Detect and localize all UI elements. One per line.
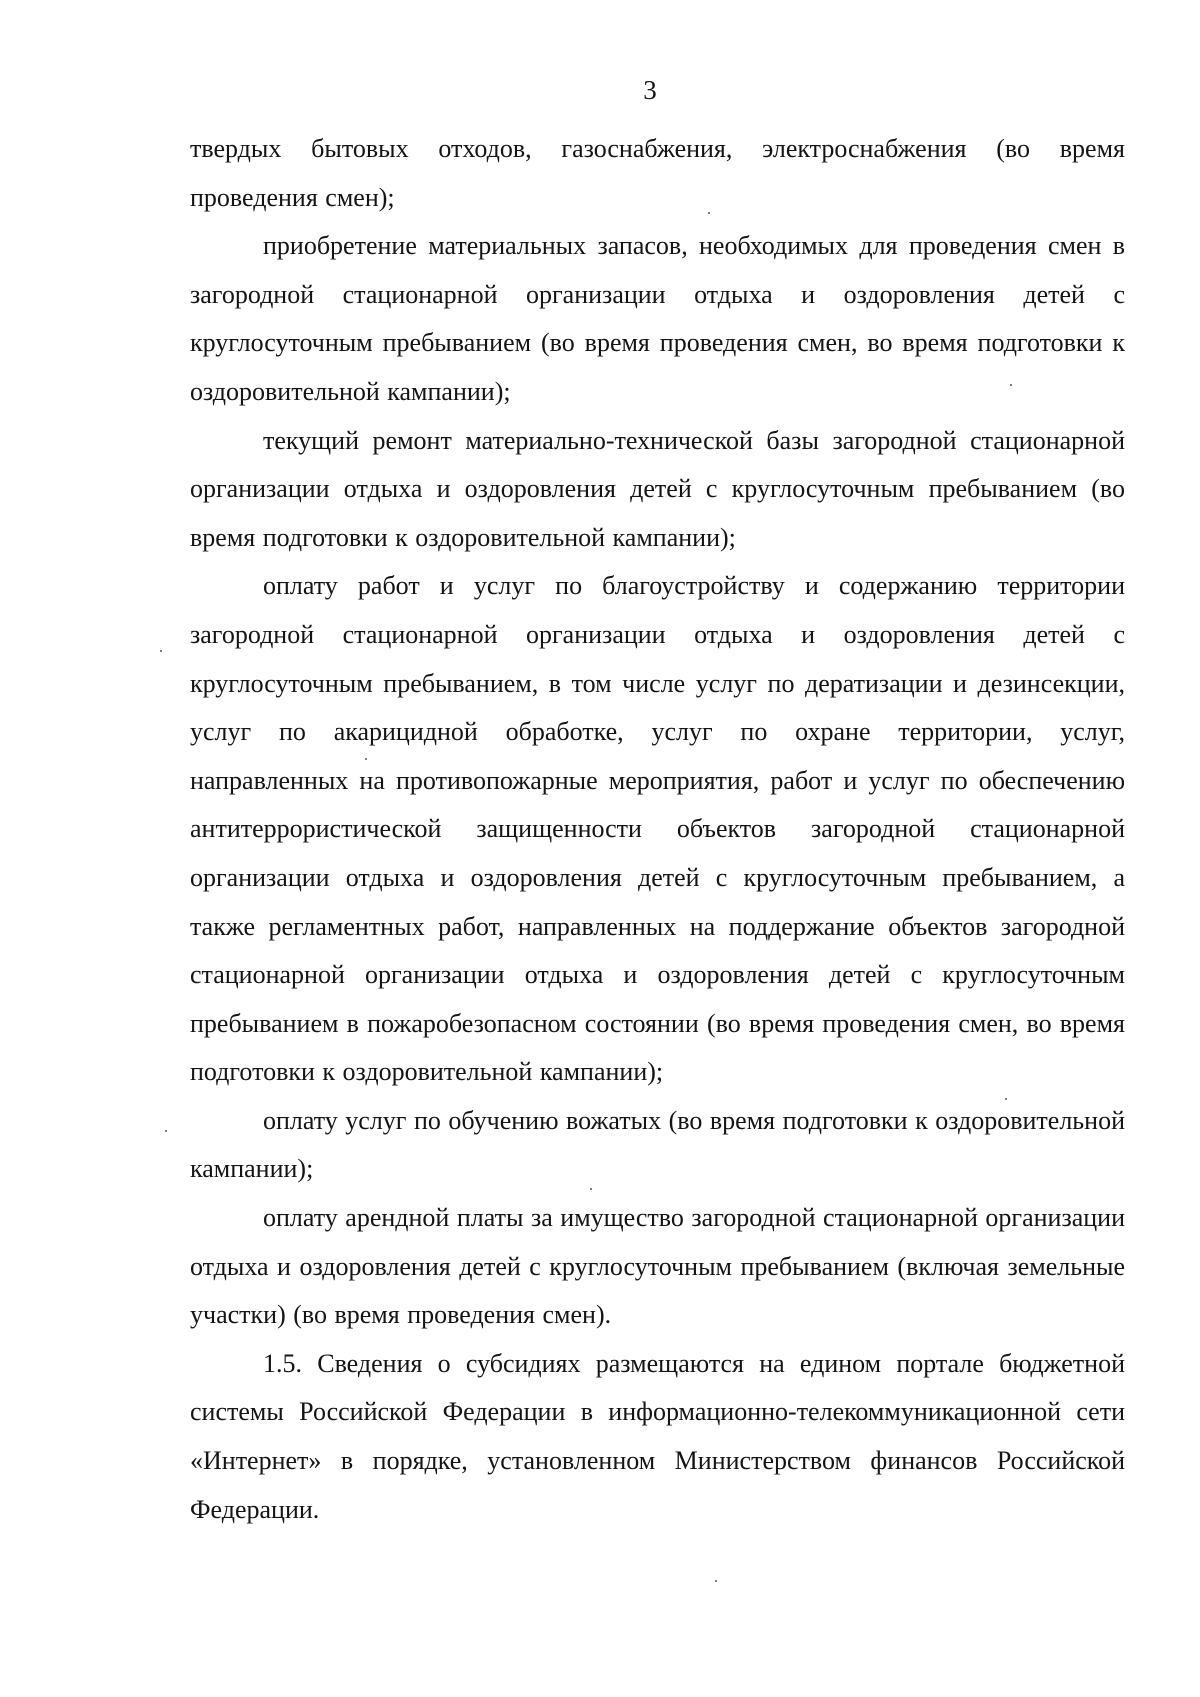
scan-speck (1005, 1098, 1007, 1100)
scan-speck (590, 1188, 592, 1190)
scan-speck (715, 1580, 717, 1582)
paragraph-section-1-5: 1.5. Сведения о субсидиях размещаются на едином портале бюджетной системы Российской Федерации в информационно-телекоммуникационной сети «Интернет» в порядке, установленном Министерством финансов Российской Федерации. (190, 1348, 1125, 1524)
paragraph-rent-payment: оплату арендной платы за имущество загородной стационарной организации отдыха и оздоровления детей с круглосуточным пребыванием (включая земельные участки) (во время проведения смен). (190, 1203, 1125, 1330)
page-number: 3 (643, 75, 657, 105)
paragraph-counselor-training: оплату услуг по обучению вожатых (во время подготовки к оздоровительной кампании); (190, 1105, 1125, 1184)
scan-speck (165, 1130, 167, 1132)
scan-speck (365, 758, 367, 760)
scan-speck (708, 212, 710, 214)
paragraph-current-repair: текущий ремонт материально-технической базы загородной стационарной организации отдыха и оздоровления детей с круглосуточным пребыванием (во время подготовки к оздоровительной кампании); (190, 425, 1125, 552)
paragraph-territory-services: оплату работ и услуг по благоустройству и содержанию территории загородной стационарной организации отдыха и оздоровления детей с круглосуточным пребыванием, в том числе услуг по дератизации и дезинсекции, услуг по акарицидной обработке, услуг по охране территории, услуг, направленных на противопожарные мероприятия, работ и услуг по обеспечению антитеррористической защищенности объектов загородной стационарной организации отдыха и оздоровления детей с круглосуточным пребыванием, а также регламентных работ, направленных на поддержание объектов загородной стационарной организации отдыха и оздоровления детей с круглосуточным пребыванием в пожаробезопасном состоянии (во время проведения смен, во время подготовки к оздоровительной кампании); (190, 571, 1125, 1087)
paragraph-material-supplies: приобретение материальных запасов, необходимых для проведения смен в загородной стационарной организации отдыха и оздоровления детей с круглосуточным пребыванием (во время проведения смен, во время подготовки к оздоровительной кампании); (190, 231, 1125, 406)
scan-speck (160, 650, 162, 652)
scan-speck (1010, 384, 1012, 386)
paragraph-continuation: твердых бытовых отходов, газоснабжения, электроснабжения (во время проведения смен); (190, 134, 1125, 212)
document-body (190, 125, 1125, 1534)
